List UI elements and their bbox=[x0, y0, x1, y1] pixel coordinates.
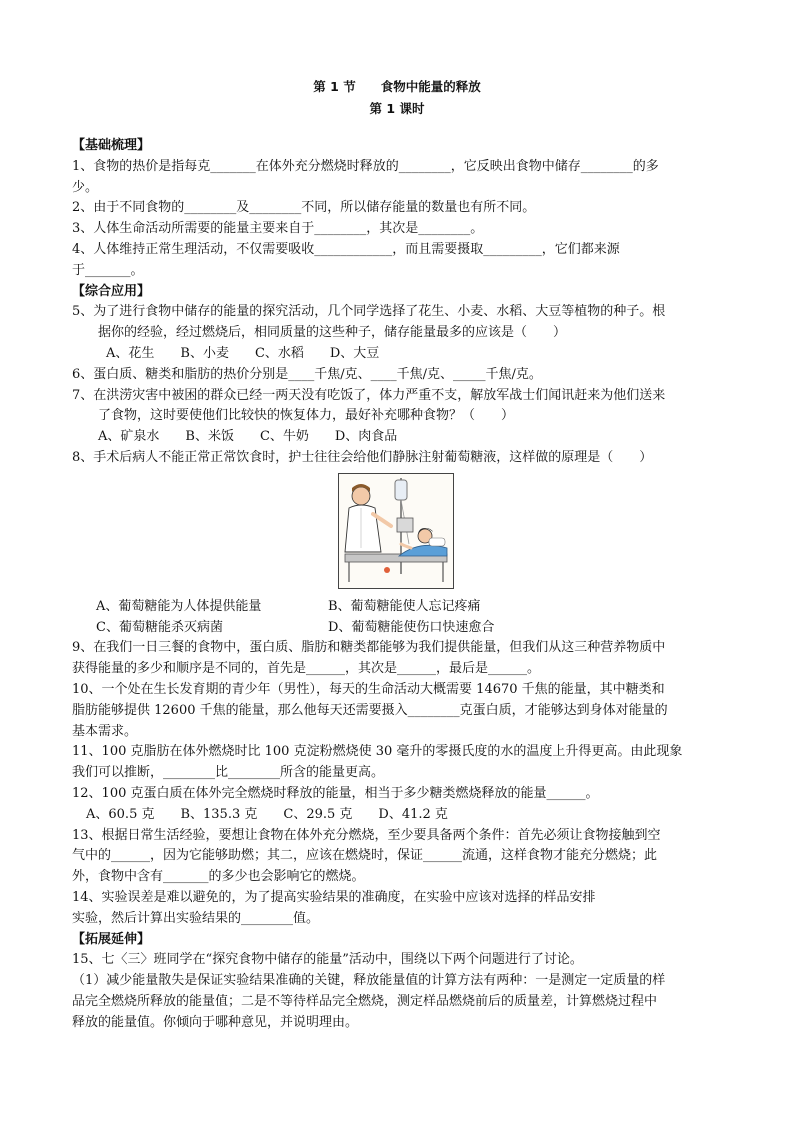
question-10-line-3: 基本需求。 bbox=[72, 723, 138, 739]
section-extend: 【拓展延伸】 bbox=[72, 931, 151, 947]
question-8-options-row-1 bbox=[72, 597, 722, 618]
question-8: 8、手术后病人不能正常正常饮食时，护士往往会给他们静脉注射葡萄糖液，这样做的原理是（ ） bbox=[72, 449, 653, 465]
question-15-1-line-1: （1）减少能量散失是保证实验结果准确的关键，释放能量值的计算方法有两种：一是测定一定质量的样 bbox=[72, 973, 666, 989]
figure-row bbox=[72, 473, 722, 591]
nurse-iv-drip-illustration bbox=[338, 473, 454, 589]
question-12: 12、100 克蛋白质在体外完全燃烧时释放的能量，相当于多少糖类燃烧释放的能量______。 bbox=[72, 785, 599, 801]
question-8-option-d: D、葡萄糖能使伤口快速愈合 bbox=[328, 619, 495, 635]
question-4-line-1: 4、人体维持正常生理活动，不仅需要吸收____________，而且需要摄取_________，它们都来源 bbox=[72, 241, 620, 257]
question-2: 2、由于不同食物的________及________不同，所以储存能量的数量也有所不同。 bbox=[72, 200, 536, 216]
section-basic: 【基础梳理】 bbox=[72, 138, 151, 153]
question-10-line-2: 脂肪能够提供 12600 千焦的能量，那么他每天还需要摄入________克蛋白质，才能够达到身体对能量的 bbox=[72, 702, 668, 718]
question-5-line-1: 5、为了进行食物中储存的能量的探究活动，几个同学选择了花生、小麦、水稻、大豆等植物的种子。根 bbox=[72, 304, 666, 320]
question-8-options-row-2 bbox=[72, 618, 722, 639]
question-7-line-2: 了食物，这时要使他们比较快的恢复体力，最好补充哪种食物？（ ） bbox=[98, 408, 515, 424]
question-8-option-b: B、葡萄糖能使人忘记疼痛 bbox=[328, 598, 481, 614]
question-15-1-line-2: 品完全燃烧所释放的能量值；二是不等待样品完全燃烧，测定样品燃烧前后的质量差，计算燃烧过程中 bbox=[72, 993, 658, 1009]
worksheet-content bbox=[72, 136, 722, 1033]
page-subtitle: 第 1 课时 bbox=[369, 101, 425, 116]
question-1-line-2: 少。 bbox=[72, 179, 99, 195]
question-5-line-2: 据你的经验，经过燃烧后，相同质量的这些种子，储存能量最多的应该是（ ） bbox=[98, 325, 567, 341]
question-10-line-1: 10、一个处在生长发育期的青少年（男性），每天的生命活动大概需要 14670 千焦的能量，其中糖类和 bbox=[72, 681, 665, 697]
question-13-line-2: 气中的______，因为它能够助燃；其二，应该在燃烧时，保证______流通，这样食物才能充分燃烧；此 bbox=[72, 848, 658, 864]
question-8-option-c: C、葡萄糖能杀灭病菌 bbox=[96, 619, 223, 635]
question-13-line-3: 外，食物中含有_______的多少也会影响它的燃烧。 bbox=[72, 869, 365, 885]
page-title: 第 1 节 食物中能量的释放 bbox=[313, 79, 481, 94]
question-14-line-1: 14、实验误差是难以避免的，为了提高实验结果的准确度，在实验中应该对选择的样品安排 bbox=[72, 889, 596, 905]
question-12-options: A、60.5 克 B、135.3 克 C、29.5 克 D、41.2 克 bbox=[86, 806, 448, 822]
question-5-options: A、花生 B、小麦 C、水稻 D、大豆 bbox=[106, 345, 380, 361]
question-11-line-1: 11、100 克脂肪在体外燃烧时比 100 克淀粉燃烧使 30 毫升的零摄氏度的水的温度上升得更高。由此现象 bbox=[72, 744, 683, 760]
question-9-line-2: 获得能量的多少和顺序是不同的，首先是______，其次是______，最后是______。 bbox=[72, 661, 541, 677]
question-15: 15、七〈三〉班同学在“探究食物中储存的能量”活动中，围绕以下两个问题进行了讨论。 bbox=[72, 952, 583, 968]
question-7-options: A、矿泉水 B、米饭 C、牛奶 D、肉食品 bbox=[98, 429, 398, 445]
question-8-option-a: A、葡萄糖能为人体提供能量 bbox=[96, 598, 262, 614]
question-6: 6、蛋白质、糖类和脂肪的热价分别是____千焦/克、____千焦/克、_____千焦/克。 bbox=[72, 366, 542, 382]
question-9-line-1: 9、在我们一日三餐的食物中，蛋白质、脂肪和糖类都能够为我们提供能量，但我们从这三种营养物质中 bbox=[72, 640, 666, 656]
nurse-iv-drip-icon bbox=[339, 474, 453, 588]
question-14-line-2: 实验，然后计算出实验结果的________值。 bbox=[72, 910, 320, 926]
question-7-line-1: 7、在洪涝灾害中被困的群众已经一两天没有吃饭了，体力严重不支，解放军战士们闻讯赶来为他们送来 bbox=[72, 387, 666, 403]
question-3: 3、人体生命活动所需要的能量主要来自于________，其次是________。 bbox=[72, 221, 484, 237]
question-11-line-2: 我们可以推断，________比________所含的能量更高。 bbox=[72, 765, 385, 781]
question-4-line-2: 于_______。 bbox=[72, 262, 144, 278]
section-applied: 【综合应用】 bbox=[72, 283, 151, 299]
question-15-1-line-3: 释放的能量值。你倾向于哪种意见，并说明理由。 bbox=[72, 1014, 359, 1030]
question-13-line-1: 13、根据日常生活经验，要想让食物在体外充分燃烧，至少要具备两个条件：首先必须让食物接触到空 bbox=[72, 827, 661, 843]
question-1-line-1: 1、食物的热价是指每克_______在体外充分燃烧时释放的________，它反映出食物中储存________的多 bbox=[72, 158, 659, 174]
